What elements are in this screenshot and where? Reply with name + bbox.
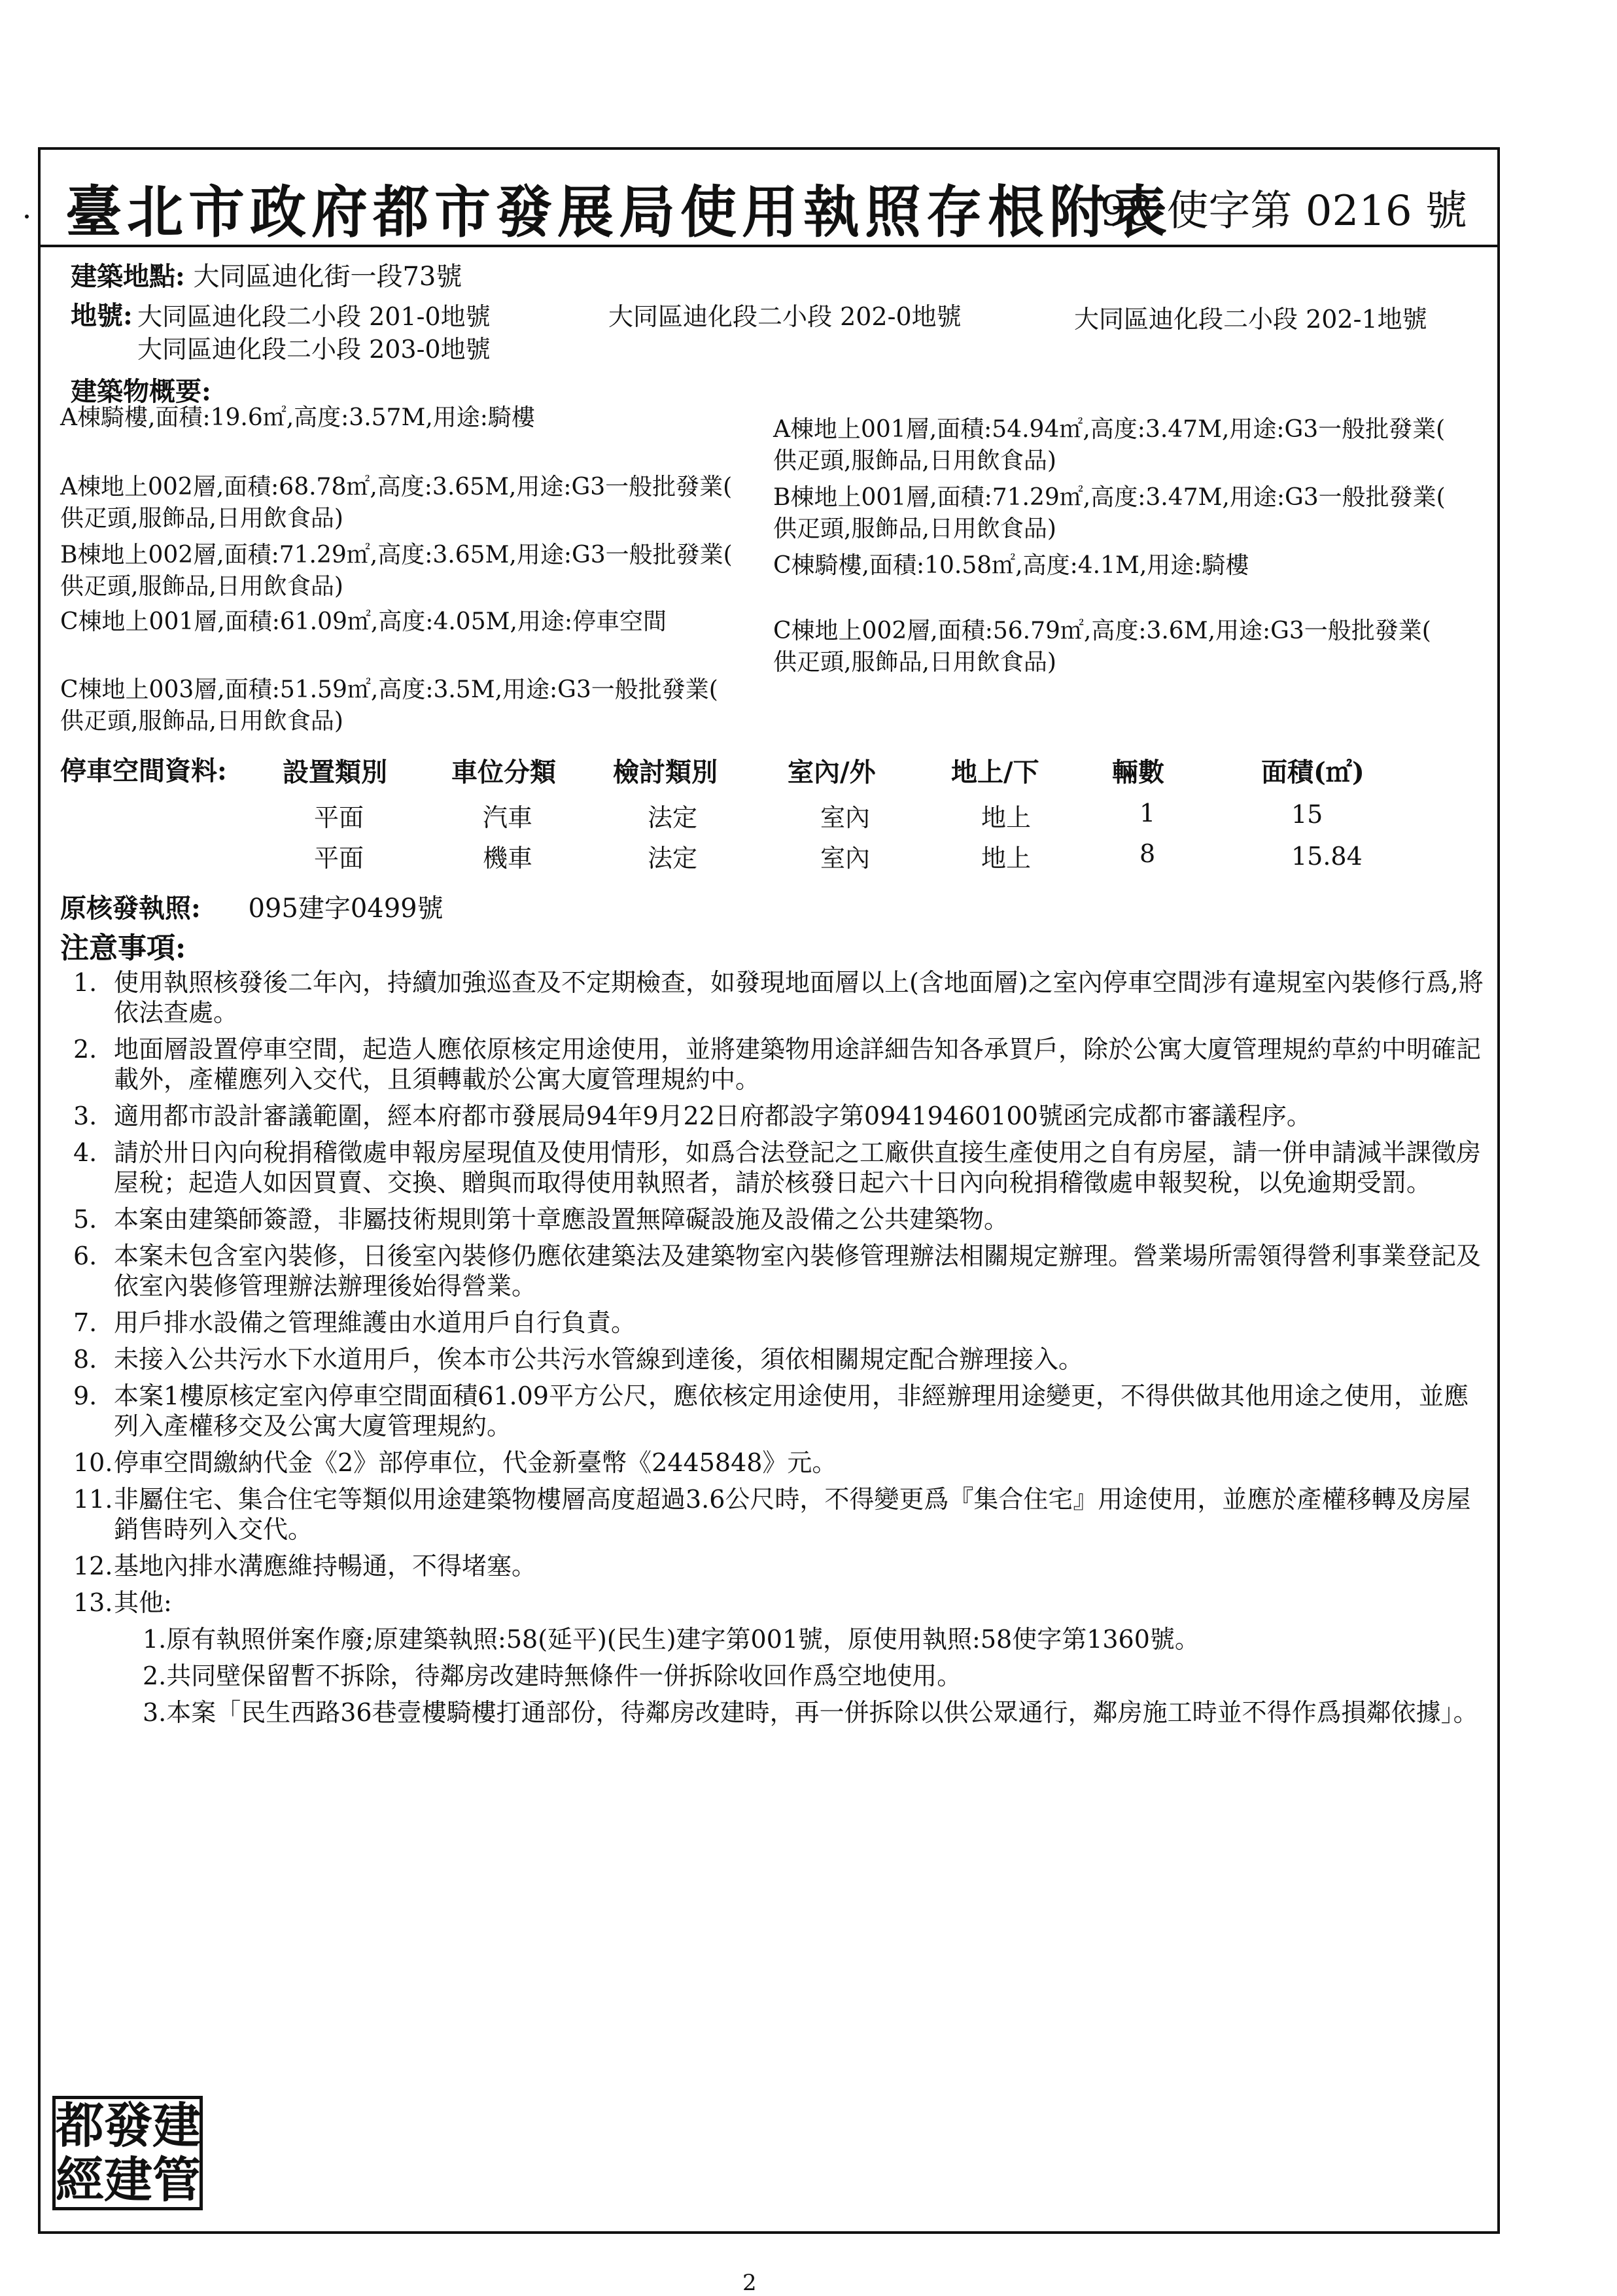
entry-line: C棟地上003層,面積:51.59㎡,高度:3.5M,用途:G3一般批發業( [60, 676, 718, 703]
entry-line: A棟地上001層,面積:54.94㎡,高度:3.47M,用途:G3一般批發業( [773, 416, 1446, 443]
note-text: 未接入公共污水下水道用戶，俟本市公共污水管線到達後，須依相關規定配合辦理接入。 [114, 1345, 1084, 1374]
parking-cell: 1 [1139, 799, 1156, 827]
overview-label: 建築物概要: [71, 376, 211, 407]
lot-item: 大同區迪化段二小段 203-0地號 [137, 335, 491, 364]
other-note: 3.本案「民生西路36巷壹樓騎樓打通部份，待鄰房改建時，再一併拆除以供公眾通行，鄰房施工時並不得作爲損鄰依據」。 [143, 1698, 1478, 1727]
note-text: 本案1樓原核定室內停車空間面積61.09平方公尺，應依核定用途使用，非經辦理用途變更，不得供做其他用途之使用，並應列入產權移交及公寓大廈管理規約。 [114, 1382, 1469, 1440]
scan-speck [25, 215, 29, 218]
note-number: 6. [73, 1242, 97, 1270]
entry-line: 供疋頭,服飾品,日用飲食品) [60, 505, 343, 532]
building-entry [773, 616, 1431, 678]
parking-cell: 平面 [314, 844, 364, 873]
note-text: 地面層設置停車空間，起造人應依原核定用途使用，並將建築物用途詳細告知各承買戶，除於公寓大廈管理規約草約中明確記載外，產權應列入交代，且須轉載於公寓大廈管理規約中。 [114, 1035, 1482, 1094]
parking-header: 檢討類別 [613, 757, 718, 788]
note-item [73, 1308, 1486, 1338]
site-row [71, 256, 462, 293]
page-number: 2 [742, 2270, 757, 2296]
building-entry [60, 540, 733, 602]
note-number: 1. [73, 968, 97, 997]
note-number: 2. [73, 1035, 97, 1064]
parking-cell: 室內 [820, 803, 871, 832]
note-number: 13. [73, 1588, 113, 1617]
note-number: 5. [73, 1205, 97, 1234]
note-text: 停車空間繳納代金《2》部停車位，代金新臺幣《2445848》元。 [114, 1448, 837, 1477]
entry-line: 供疋頭,服飾品,日用飲食品) [60, 573, 343, 600]
building-entry [60, 606, 667, 638]
entry-line: B棟地上002層,面積:71.29㎡,高度:3.65M,用途:G3一般批發業( [60, 542, 733, 568]
building-entry [773, 550, 1249, 582]
entry-line: B棟地上001層,面積:71.29㎡,高度:3.47M,用途:G3一般批發業( [773, 484, 1446, 511]
lot-item: 大同區迪化段二小段 201-0地號 [137, 302, 491, 331]
note-text: 請於卅日內向稅捐稽徵處申報房屋現值及使用情形，如爲合法登記之工廠供直接生產使用之自有房屋，請一併申請減半課徵房屋稅；起造人如因買賣、交換、贈與而取得使用執照者，請於核發日起六十日內向稅捐稽徵處申報契稅，以免逾期受罰。 [114, 1138, 1482, 1197]
note-text: 適用都市設計審議範圍，經本府都市發展局94年9月22日府都設字第09419460100號函完成都市審議程序。 [114, 1102, 1312, 1130]
note-text: 本案未包含室內裝修，日後室內裝修仍應依建築法及建築物室內裝修管理辦法相關規定辦理。營業場所需領得營利事業登記及依室內裝修管理辦法辦理後始得營業。 [114, 1242, 1482, 1300]
other-note: 1.原有執照併案作廢;原建築執照:58(延平)(民生)建字第001號，原使用執照:58使字第1360號。 [143, 1625, 1200, 1654]
note-item [73, 1138, 1486, 1198]
official-seal [52, 2096, 203, 2210]
building-entry [773, 414, 1445, 477]
parking-cell: 機車 [483, 844, 533, 873]
building-entry [773, 482, 1446, 545]
site-value: 大同區迪化街一段73號 [193, 262, 462, 292]
parking-cell: 法定 [648, 844, 698, 873]
parking-cell: 法定 [648, 803, 698, 832]
note-number: 3. [73, 1102, 97, 1130]
entry-line: 供疋頭,服飾品,日用飲食品) [773, 515, 1056, 542]
seal-char: 經 [56, 2151, 104, 2208]
parking-cell: 15.84 [1291, 842, 1363, 871]
seal-char: 發 [104, 2098, 152, 2155]
lot-item: 大同區迪化段二小段 202-0地號 [608, 302, 962, 331]
note-number: 8. [73, 1345, 97, 1374]
seal-char: 都 [56, 2098, 104, 2155]
building-entry [60, 472, 732, 534]
note-item [73, 1551, 1486, 1581]
document-frame [38, 147, 1500, 2234]
note-item [73, 1381, 1486, 1441]
note-item [73, 1204, 1486, 1234]
note-number: 11. [73, 1485, 113, 1514]
seal-char: 管 [152, 2151, 201, 2208]
lots-label: 地號: [71, 300, 133, 331]
parking-cell: 地上 [981, 803, 1032, 832]
entry-line: A棟騎樓,面積:19.6㎡,高度:3.57M,用途:騎樓 [60, 404, 535, 431]
note-item [73, 1101, 1486, 1131]
notes-list [73, 967, 1486, 1734]
parking-cell: 室內 [820, 844, 871, 873]
parking-cell: 地上 [981, 844, 1032, 873]
parking-cell: 平面 [314, 803, 364, 832]
original-permit-label: 原核發執照: [60, 893, 201, 924]
seal-char: 建 [152, 2098, 201, 2155]
parking-cell: 8 [1139, 839, 1156, 868]
note-item [73, 1344, 1486, 1374]
entry-line: C棟騎樓,面積:10.58㎡,高度:4.1M,用途:騎樓 [773, 552, 1249, 579]
note-text: 基地內排水溝應維持暢通，不得堵塞。 [114, 1552, 537, 1580]
note-text: 非屬住宅、集合住宅等類似用途建築物樓層高度超過3.6公尺時，不得變更爲『集合住宅』用途使用，並應於產權移轉及房屋銷售時列入交代。 [114, 1485, 1471, 1544]
site-label: 建築地點: [71, 261, 185, 292]
entry-line: A棟地上002層,面積:68.78㎡,高度:3.65M,用途:G3一般批發業( [60, 474, 733, 500]
note-number: 7. [73, 1308, 97, 1337]
building-entry [60, 402, 535, 434]
note-number: 4. [73, 1138, 97, 1167]
note-number: 10. [73, 1448, 113, 1477]
note-text: 用戶排水設備之管理維護由水道用戶自行負責。 [114, 1308, 636, 1337]
note-item [73, 967, 1486, 1028]
original-permit-value: 095建字0499號 [248, 894, 443, 924]
parking-header: 室內/外 [788, 757, 876, 788]
entry-line: 供疋頭,服飾品,日用飲食品) [60, 708, 343, 735]
note-text: 其他: [114, 1588, 172, 1617]
note-number: 12. [73, 1552, 113, 1580]
parking-header: 面積(㎡) [1261, 757, 1365, 788]
note-item [73, 1034, 1486, 1094]
parking-header: 車位分類 [451, 757, 556, 788]
seal-char: 建 [104, 2151, 152, 2208]
entry-line: C棟地上001層,面積:61.09㎡,高度:4.05M,用途:停車空間 [60, 608, 667, 635]
parking-header: 設置類別 [283, 757, 387, 788]
entry-line: C棟地上002層,面積:56.79㎡,高度:3.6M,用途:G3一般批發業( [773, 617, 1431, 644]
original-permit-row [60, 888, 443, 925]
parking-cell: 汽車 [483, 803, 533, 832]
note-item [73, 1448, 1486, 1478]
note-text: 本案由建築師簽證，非屬技術規則第十章應設置無障礙設施及設備之公共建築物。 [114, 1205, 1009, 1234]
other-note: 2.共同壁保留暫不拆除，待鄰房改建時無條件一併拆除收回作爲空地使用。 [143, 1661, 962, 1690]
parking-header: 輛數 [1112, 757, 1164, 788]
notes-label: 注意事項: [60, 931, 186, 965]
parking-label: 停車空間資料: [60, 756, 227, 786]
note-item [73, 1484, 1486, 1544]
note-item [73, 1588, 1486, 1618]
parking-cell: 15 [1291, 800, 1323, 829]
parking-header: 地上/下 [951, 757, 1039, 788]
entry-line: 供疋頭,服飾品,日用飲食品) [773, 447, 1056, 474]
page-title: 臺北市政府都市發展局使用執照存根附表 [65, 179, 1172, 245]
entry-line: 供疋頭,服飾品,日用飲食品) [773, 649, 1056, 676]
note-item [73, 1241, 1486, 1301]
note-text: 使用執照核發後二年內，持續加強巡查及不定期檢查，如發現地面層以上(含地面層)之室內停車空間涉有違規室內裝修行爲,將依法查處。 [114, 968, 1484, 1027]
building-entry [60, 674, 718, 737]
note-number: 9. [73, 1382, 97, 1410]
lot-item: 大同區迪化段二小段 202-1地號 [1074, 305, 1427, 334]
title-bar [41, 150, 1497, 247]
permit-number: 98 使字第 0216 號 [1100, 187, 1467, 235]
